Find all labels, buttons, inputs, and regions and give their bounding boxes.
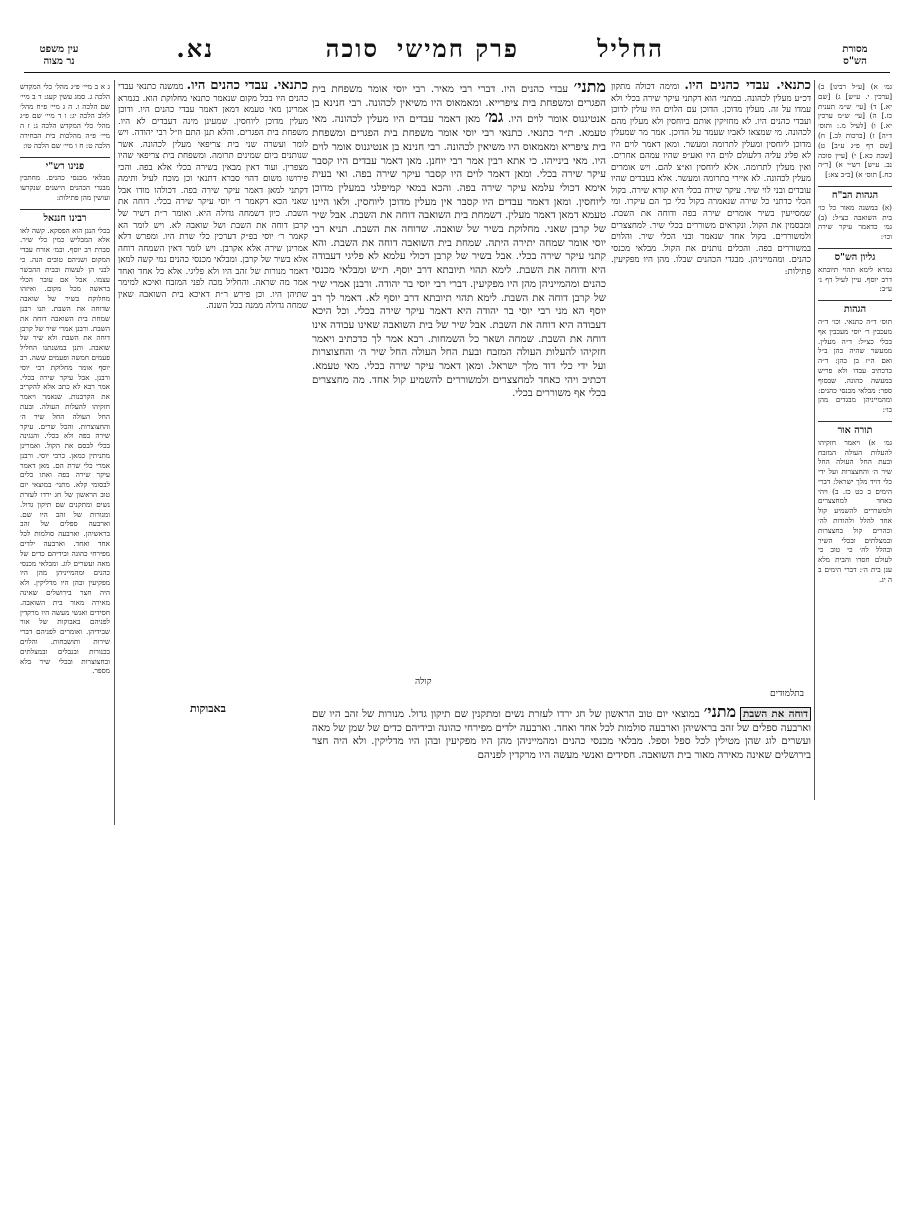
gemara-lower <box>312 705 811 823</box>
gilyon-title: גליון הש"ס <box>818 248 892 263</box>
rabbeinu-chananel-title: רבינו חננאל <box>20 209 110 224</box>
ein-mishpat-text: ג א ב מיי׳ פ״ג מהל׳ כלי המקדש הלכה ג. סמג עשין קעג: ד ב מיי׳ שם הלכה ו. ה ג מיי׳ פ״ח מהל׳ לולב הלכה יג: ו ד מיי׳ שם פ״ג מהל׳ כלי המקדש הלכה ג: ז ה מיי׳ פ״ה מהלכות בית הבחירה הלכה ט: ח ו מיי׳ שם הלכה טו: <box>20 82 110 150</box>
catchword-bottom: באבוקות <box>190 702 226 715</box>
rashi-heading: כתנאי. עבדי כהנים היו. <box>684 80 811 93</box>
mishnah-heading: מתני׳ <box>573 80 606 96</box>
page-header <box>0 34 914 74</box>
left-margin <box>20 82 110 827</box>
masoret-hashas-label: מסורת הש"ס <box>842 44 868 67</box>
pninei-rashi-title: פנינו רש"י <box>20 157 110 172</box>
catchword-tosafot: קולה <box>415 677 432 687</box>
gemara-heading: גמ׳ <box>484 107 504 127</box>
folio-number: נא. <box>176 34 214 63</box>
torah-or-text: גמ׳ א) ויאמר חזקיהו להעלות העולה המזבח ובעת החל העולה החל שיר ה׳ והחצצרות ועל ידי כלי דויד מלך ישראל: דברי הימים ב כט כז. ב) ויהי כאחד למחצצרים ולמשררים להשמיע קול אחד להלל ולהודות לה׳ וכהרים קול בחצצרות ובמצלתים ובכלי השיר ובהלל לה׳ כי טוב כי לעולם חסדו והבית מלא ענן בית ה׳: דברי הימים ב ה יג. <box>818 437 892 584</box>
mishnah-text: עבדי כהנים היו. דברי רבי מאיר. רבי יוסי אומר משפחת בית הפגרים ומשפחת בית ציפרייא. ומאמאוס היו משיאין לכהונה. רבי חנינא בן אנטיגנוס אומר לוים היו. <box>312 84 606 126</box>
header-rule <box>24 72 890 73</box>
mishnah2-heading: מתני׳ <box>703 705 737 721</box>
divider-right-margin <box>814 80 815 800</box>
masoret-text: גמ׳ א) [ע״ל רבינו] ב) [ערכין י. ע״ש] ג) [שם יא.] ד) [עי׳ ש״מ תענית כז.] ה) [עי׳ ש״מ ערכין יא.] ו) [לעיל מ.: ותוס׳ ד״ה] ז) [ברכות לב.] ח) [שם דף פ״ג ע״ב] ט) [שבת כא.] י) [עיין סוכה נב. ע״ש] רש״י א) [ר״ה כח.] תוס׳ א) [ב״ב צא:] <box>818 82 892 180</box>
right-margin <box>818 82 892 802</box>
tosafot-heading: כתנאי. עבדי כהנים היו. <box>186 80 308 93</box>
gilyon-text: גמרא לימא תהוי תיובתא דרב יוסף. עיין לעיל דף נ׳ ע״ב: <box>818 264 892 294</box>
chapter-title: החליל <box>597 34 664 63</box>
rabbeinu-chananel-text: בכלי הנגן הוא הפסקא. קשה לאו אלא המבליש כמין כלי שיר. סברת רב יוסף. ובמ׳ אורח עבדי המקום ושניהם טובים הנה. כי לבני הן לעשות ובבית ההכשר עצמו. אבל אם עובר הכלי בראשה מכל מקום. ואיזהו מחלוקת בשיר של שואבה שדוחה את השבת. תנו רבנן שמחת בית השואבה דוחה את השבת. ורבנן אמרי שיר של קרבן דוחה את השבת ולא שיר של שואבה. ותנן במשנתנו החליל פעמים חמשה ופעמים ששה. רב יוסף אומר מחלוקת רבי יוסי ורבנן. אבל עיקר שירה בכלי. אמר רבא לא כתב אלא להקריב את הקרבנות. שנאמר ויאמר חזקיהו להעלות העולה. ובעת החל העולה החל שיר ה׳ והחצוצרות. והכל שרים. עיקר שירה בפה ולא בכלי. והנגינה בכלי לבסם את הקול. ואמרינן מתניתין כמאן. כרבי יוסי. ורבנן אמרי כלי שרת הם. מאן דאמר עיקר שירה בפה ואתו כלים לבסומי קלא. מתני׳ במוצאי יום טוב הראשון של חג ירדו לעזרת נשים ומתקנים שם תיקון גדול. ומנורות של זהב היו שם. וארבעה ספלים של זהב בראשיהן. וארבעה סולמות לכל אחד ואחד. וארבעה ילדים מפירחי כהונה ובידיהם כדים של מאה ועשרים לוג. ומבלאי מכנסי כהנים ומהמייניהן מהן היו מפקיעין ובהן היו מדליקין. ולא היה חצר בירושלים שאינה מאירה מאור בית השואבה. חסידים ואנשי מעשה היו מרקדין לפניהם באבוקות של אור שבידיהן. ואומרים לפניהם דברי שירות ותושבחות. והלוים בכנורות ובנבלים ובמצלתים ובחצוצרות ובכלי שיר בלא מספר. <box>20 225 110 676</box>
divider-left-margin <box>114 80 115 825</box>
tosafot-text: ממשנה כתנאי עבדי כהנים היו בכל מקום שנאמר כתנאי מחלוקת הוא. בגמרא אמרינן מאי טעמא דמאן דאמר עבדי כהנים היו. ודוכן מעלין מדוכן ליוחסין. שמעינן מינה דעבדים לא היו. משפחת בית הפגרים. והלא תנן התם וז״ל רבי יהודה. ויש לומר ועשרה שני בית צריפאי מעלין לכהונה. אשר שנותנים ביום שמינים תרומה. ומשפחת בית צריפאי שהיו מצפרין. ועוד דאין מבאין בשירה בכלי אלא בפה. והכי פירושו משום דהוי סברא דתנאי וכן מוכח לעיל ותימה דקתני למאן דאמר עיקר שירה בפה. דכולהו מודו אבל שאני הכא דקאמר ר׳ יוסי עיקר שירה בכלי. דוחה את השבת. כיון דשמחה גדולה היא. ואומר ר״ת דשיר של קרבן דוחה את השבת ושל שואבה לא. ויש לומר הא קאמר ר׳ יוסי בפ״ק דערכין כלי שרת היו. ומפרש דלא אמרינן שירה אלא אקרבן. ויש לומר דאין השמחה דוחה אלא בשיר של קרבן. ומבלאי מכנסי כהנים נמי קשה למאן דאמר מנורות של זהב היו ולא פליגי. אלא כל אחד ואחד אמר מה שראה. והחליל מכה לפני המזבח ואיכא למימר שתיהן היו. וכן פירש ר״ת דאיכא בית השואבה שאין שמחה גדולה ממנה בכל השנה. <box>118 82 308 312</box>
gemara-column <box>312 80 606 700</box>
rashi-column <box>611 80 811 700</box>
catchword-rashi: בתלמודים <box>770 689 804 699</box>
rashi-text: ומימה דכולה מתקון דכ״ע מעלין לכהונה. במתני׳ הוא דקתני עיקר שירה בכלי ולא עמדו על זה. מעלין מדוכן. הדוכן עם הלוים היו עולין לדוכן ועבדי כהנים היו. לא מחזיקין אותם ביוחסין ולא מעלין מהם לכהונה. מי שמצאו לאביו שעמד על הדוכן. אמר מר שמעלין מדוכן ליוחסין ומעלין לתרומה ומעשר. ומאן דאמר לוים היו לא פליג עליה דלעולם לוים היו ואע״פ שהיו עמהם אחרים. ואין מעלין לתרומה. אלא ליוחסין וא״צ להם. ויש אומרים מעלין לכהונה. לא איירי בתרומה ומעשר. אלא בעבדים שהיו עובדים ובני לוי שיר. עיקר שירה בכלי היא קורא שירה. בקול הכלי כדתני כל שירה שנאמרה בקול כלי כך הם עיקרו. ומי שמסייעין בשיר אומרים שירה בפה ודוחה את השבת. ומבסמין את הקול. ונקראים משוררים בכלי שיר. למחצצרים ולמשוררים. בקול אחד שנאמר ובני הכלי שיר. והלוים במשוררים בפה. והכלים נותנים את הקול. מבלאי מכנסי כהנים. ומהמייניהן. מבגדי הכהנים שבלו. מהן היו מפקיעין. פתילות: <box>611 82 811 277</box>
chapter-number: פרק חמישי <box>396 34 519 63</box>
tractate-name: סוכה <box>325 34 379 63</box>
ein-mishpat-label: עין משפט נר מצוה <box>39 44 79 67</box>
hagahot-title: הגהות <box>818 300 892 315</box>
hagahot-text: תוס׳ ד״ה כתנאי. וכו׳ ד״ה מעכבין ר׳ יוסי מעכבין אף בכלי כצ״ל: ד״ה מעלין. ממעשר שהיה כהן ב״ל ואם ה״ז בן כהן: ד״ה כדכתיב עבדו ולא פריש במעשה כהונה. שבסוף ספר: מבלאי מכנסי כהנים: ומהמייניהן מבגדים מהן כו׳: <box>818 316 892 415</box>
mishnah2-text: במוצאי יום טוב הראשון של חג ירדו לעזרת נשים ומתקנין שם תיקון גדול. מנורות של זהב היו שם וארבעה ספלים של זהב בראשיהן וארבעה סולמות לכל אחד ואחד. וארבעה ילדים מפירחי כהונה ובידיהם כדים של שמן של מאה ועשרים לוג שהן מטילין לכל ספל וספל. מבלאי מכנסי כהנים ומהמייניהן מהן היו מפקיעין ובהן היו מדליקין. ולא היה חצר בירושלים שאינה מאירה מאור בית השואבה. חסידים ואנשי מעשה היו מרקדין לפניהם <box>312 709 811 762</box>
torah-or-title: תורה אור <box>818 421 892 436</box>
hagahot-habach-title: הגהות הב"ח <box>818 186 892 201</box>
hagahot-habach-text: (א) במשנה מאור כל כו׳ בית השואבה כצ״ל: (ב) גמ׳ כדאמר עיקר שירה וכו׳: <box>818 202 892 242</box>
gemara-text-1: מאן דאמר עבדים היו מעלין לכהונה. מאי טעמא. ת״ר כתנאי. כתנאי רבי יוסי אומר משפחת בית הפגרים ומשפחת בית ציפריא ומאמאוס היו משיאין לכהונה. רבי חנינא בן אנטיגנוס אומר לוים היו. מאי בינייהו. כי אתא רבין אמר רבי יוחנן. מאן דאמר עבדים היו קסבר עיקר שירה בכלי. ומאן דאמר לוים היו קסבר עיקר שירה בפה. ואי בעית אימא דכולי עלמא עיקר שירה בפה. והכא במאי קמיפלגי במעלין מדוכן ליוחסין. ומאן דאמר עבדים היו קסבר אין מעלין מדוכן ליוחסין. ולאו היינו טעמא דמאן דאמר מעלין. דשמחת בית השואבה דוחה את השבת. אבל שיר של קרבן שאני. מחלוקת בשיר של שואבה. שדוחה את השבת. תניא רבי יוסי אומר שמחה יתירה היתה. שמחת בית השואבה דוחה את השבת. והא קתני עיקר שירה בכלי. אבל בשיר של קרבן דכולי עלמא לא פליגי דעבודה היא ודוחה את השבת. לימא תהוי תיובתא דרב יוסף. ת״ש ומבלאי מכנסי כהנים ומהמייניהן מהן היו מפקיעין. דברי רבי יוסי בר יהודה. ורבנן אמרי שיר של קרבן דוחה את השבת. לימא תהוי תיובתא דרב יוסף לא. דאמר לך רב יוסף הא מני רבי יוסי בר יהודה היא דאמר עיקר שירה בכלי. וכל היכא דעבודה היא דוחה את השבת. אבל שיר של בית השואבה שאינו עבודה אינו דוחה את השבת. שמחה ושאר כל השמחות. רבא אמר לך כדכתיב ויאמר חזקיהו להעלות העולה המזבח ובעת החל העולה החל שיר ה׳ והחצוצרות ועל ידי כלי דוד מלך ישראל. ומאן דאמר עיקר שירה בכלי. מאי טעמא. דכתיב ויהי כאחד למחצצרים ולמשוררים להשמיע קול אחד. מה מחצצרים בכלי אף משוררים בכלי. <box>312 114 606 400</box>
boxed-phrase: דוחה את השבת <box>740 707 811 721</box>
pninei-rashi-text: מבלאי מכנסי כהנים. מחתכין מבגדי הכהנים הישנים שנקרעו ועושין מהן פתילות: <box>20 173 110 202</box>
